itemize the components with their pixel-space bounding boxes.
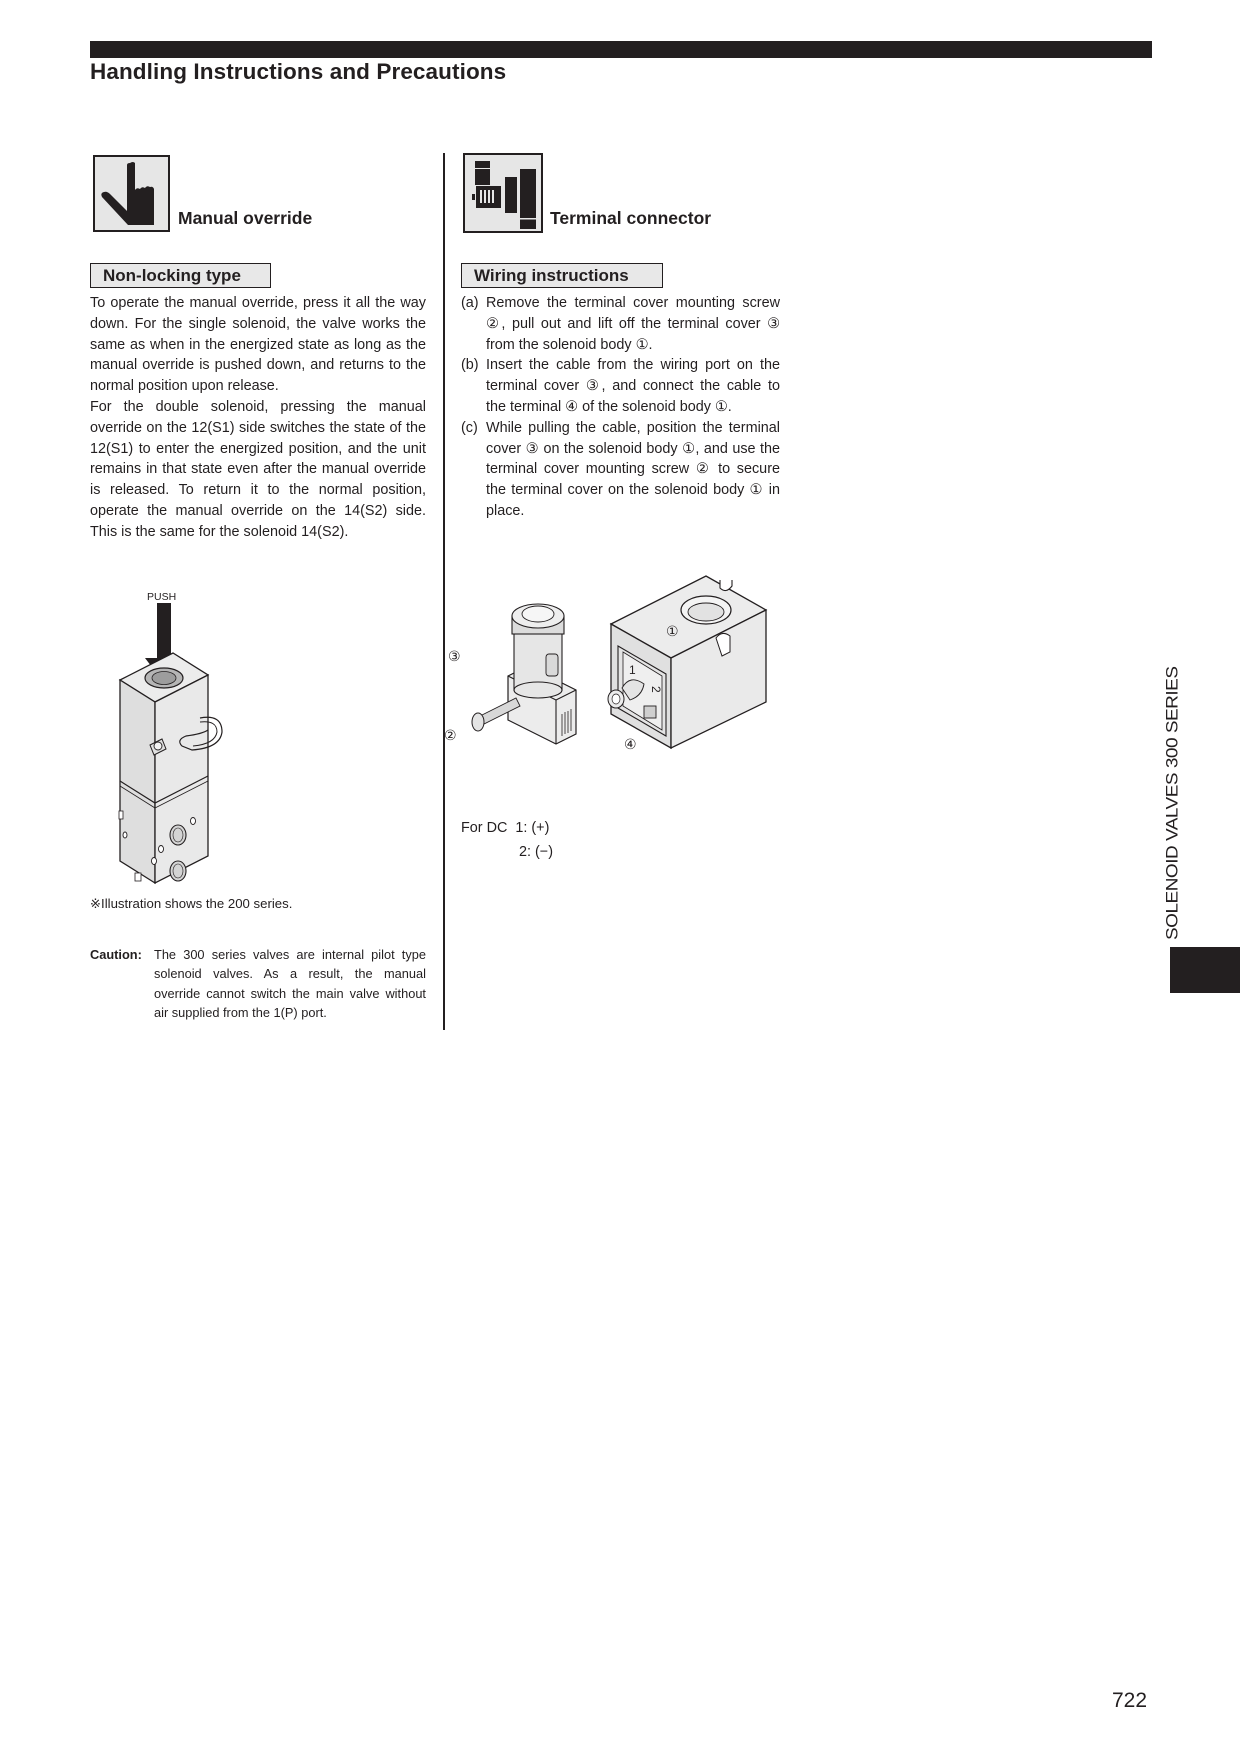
paragraph: To operate the manual override, press it all the way down. For the single solenoid, the valve works the same as when in the energized state as long as the manual override is pushed down, and returns to the normal position upon release. — [90, 295, 426, 395]
callout-1: ① — [666, 624, 679, 640]
header-bar — [90, 41, 1152, 58]
step-marker: (a) — [461, 295, 479, 311]
paragraph: For the double solenoid, pressing the manual override on the 12(S1) side switches the state of the 12(S1) to enter the energized position, and the unit remains in that state even after the manual override is released. To return it to the normal position, operate the manual override on the 14(S2) side. This is the same for the solenoid 14(S2). — [90, 398, 426, 540]
pointing-hand-icon — [93, 155, 170, 232]
solenoid-illustration — [444, 566, 776, 798]
dc-line-1: 1: (+) — [515, 820, 550, 836]
terminal-connector-icon — [463, 153, 543, 233]
caution-block — [90, 945, 426, 1023]
step-marker: (c) — [461, 419, 478, 436]
caution-label: Caution: — [90, 947, 142, 962]
callout-2: ② — [444, 728, 457, 744]
dc-prefix: For DC — [461, 820, 508, 836]
side-tab-marker — [1170, 947, 1240, 993]
page-number: 722 — [1112, 1689, 1148, 1712]
callout-3: ③ — [448, 649, 461, 665]
push-arrow-shaft — [157, 603, 171, 661]
push-label: PUSH — [147, 591, 177, 603]
illustration-note: ※Illustration shows the 200 series. — [90, 896, 293, 911]
step-text: Remove the terminal cover mounting screw ②, pull out and lift off the terminal cover ③ from the solenoid body ①. — [486, 295, 780, 353]
caution-text: The 300 series valves are internal pilot type solenoid valves. As a result, the manual override cannot switch the main valve without air supplied from the 1(P) port. — [154, 947, 426, 1021]
wiring-instructions-subheading: Wiring instructions — [461, 263, 663, 288]
terminal-label-2: 2 — [649, 686, 663, 693]
step-marker: (b) — [461, 357, 479, 374]
step-text: While pulling the cable, position the terminal cover ③ on the solenoid body ①, and use the terminal cover mounting screw ② to secure the terminal cover on the solenoid body ① in place. — [486, 419, 780, 519]
wiring-steps — [461, 293, 780, 522]
wiring-step-b — [461, 355, 780, 417]
wiring-step-a — [461, 293, 780, 355]
dc-line-2: 2: (−) — [519, 844, 553, 860]
column-divider — [443, 153, 445, 1030]
callout-4: ④ — [624, 737, 637, 753]
manual-override-body — [90, 293, 426, 543]
side-tab-text: SOLENOID VALVES 300 SERIES — [1164, 666, 1182, 940]
terminal-label-1: 1 — [629, 663, 636, 677]
valve-illustration — [110, 603, 250, 891]
dc-polarity-note — [461, 816, 553, 864]
wiring-step-c — [461, 418, 780, 522]
manual-override-heading: Manual override — [178, 208, 313, 228]
page-title: Handling Instructions and Precautions — [90, 59, 507, 84]
terminal-connector-heading: Terminal connector — [550, 208, 712, 228]
step-text: Insert the cable from the wiring port on the terminal cover ③, and connect the cable to the terminal ④ of the solenoid body ①. — [486, 357, 780, 415]
non-locking-type-subheading: Non-locking type — [90, 263, 271, 288]
